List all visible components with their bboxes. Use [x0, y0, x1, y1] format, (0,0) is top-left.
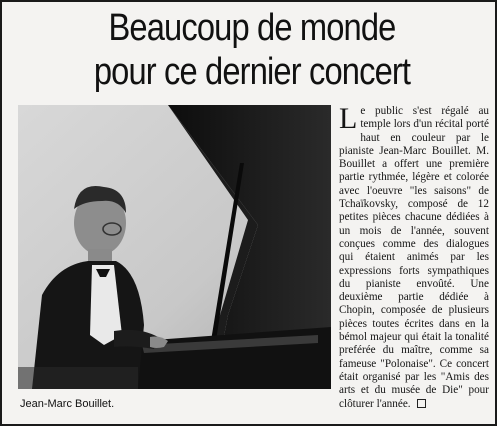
headline-line-2: pour ce dernier concert [93, 51, 411, 93]
article-body [339, 102, 489, 411]
photo-caption: Jean-Marc Bouillet. [20, 398, 115, 410]
headline [89, 6, 416, 94]
end-of-article-square-icon [417, 399, 426, 408]
drop-cap: L [339, 102, 358, 135]
headline-line-1: Beaucoup de monde [108, 7, 396, 49]
article-text: e public s'est régalé au temple lors d'un récital porté haut en couleur par le pianiste Jean-Marc Bouillet. M. Bouillet a offert une première partie rythmée, légère et colorée avec l'oeuvre "les saisons" de Tchaïkovsky, composé de 12 petites pièces chacune dédiées à un mois de l'année, souvent conçues comme des dialogues qui étaient animés par les expressions forts sympathiques du pianiste envoûté. Une deuxième partie dédiée à Chopin, composée de plusieurs pièces toutes écrites dans en la bémol majeur qui était la tonalité preférée du maître, comme sa fameuse "Polonaise". Ce concert était organisé par les "Amis des arts et du musée de Die" pour clôturer l'année. [339, 105, 489, 410]
concert-photo [18, 105, 331, 389]
